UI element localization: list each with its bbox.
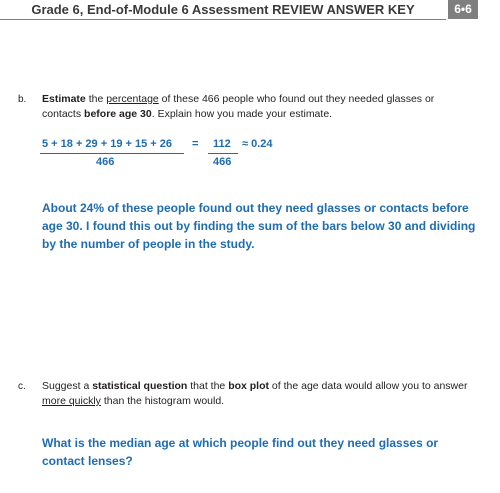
- prompt-text: Suggest a: [42, 380, 93, 392]
- header-divider: [0, 19, 446, 20]
- result-numerator: 112: [213, 138, 231, 150]
- prompt-underlined: percentage: [106, 93, 159, 105]
- prompt-text: of these 466 people who found out they needed glasses or: [158, 93, 435, 105]
- part-b-prompt-line1: [42, 91, 434, 107]
- part-c-answer: [42, 434, 438, 470]
- prompt-underlined: more quickly: [42, 395, 101, 407]
- prompt-text: the: [85, 93, 107, 105]
- prompt-bold: box plot: [228, 380, 270, 392]
- prompt-bold: before age 30: [84, 108, 152, 120]
- sum-denominator: 466: [96, 156, 115, 168]
- equals-sign: =: [192, 138, 199, 150]
- fraction-bar: [40, 153, 184, 154]
- sum-numerator: 5 + 18 + 29 + 19 + 15 + 26: [42, 138, 172, 150]
- answer-line: About 24% of these people found out they need glasses or contacts before: [42, 201, 469, 215]
- part-b-label: b.: [18, 94, 27, 105]
- prompt-text: than the histogram would.: [100, 395, 225, 407]
- prompt-text: contacts: [42, 108, 85, 120]
- fraction-bar: [208, 153, 238, 154]
- prompt-bold: Estimate: [42, 93, 86, 105]
- part-b-prompt-line2: [42, 106, 332, 122]
- answer-line: contact lenses?: [42, 454, 133, 468]
- prompt-text: . Explain how you made your estimate.: [151, 108, 333, 120]
- part-c-prompt-line1: [42, 378, 467, 394]
- answer-line: by the number of people in the study.: [42, 237, 255, 251]
- approx-value: ≈ 0.24: [242, 138, 273, 150]
- module-badge: 6•6: [448, 0, 478, 19]
- part-c-label: c.: [18, 381, 26, 392]
- prompt-bold: statistical question: [92, 380, 188, 392]
- result-denominator: 466: [213, 156, 232, 168]
- answer-line: age 30. I found this out by finding the sum of the bars below 30 and dividing: [42, 219, 476, 233]
- part-b-answer: [42, 199, 475, 253]
- answer-line: What is the median age at which people find out they need glasses or: [42, 436, 439, 450]
- prompt-text: of the age data would allow you to answer: [269, 380, 468, 392]
- header-title: Grade 6, End-of-Module 6 Assessment REVIEW ANSWER KEY: [31, 2, 415, 17]
- prompt-text: that the: [187, 380, 229, 392]
- part-c-prompt-line2: [42, 393, 224, 409]
